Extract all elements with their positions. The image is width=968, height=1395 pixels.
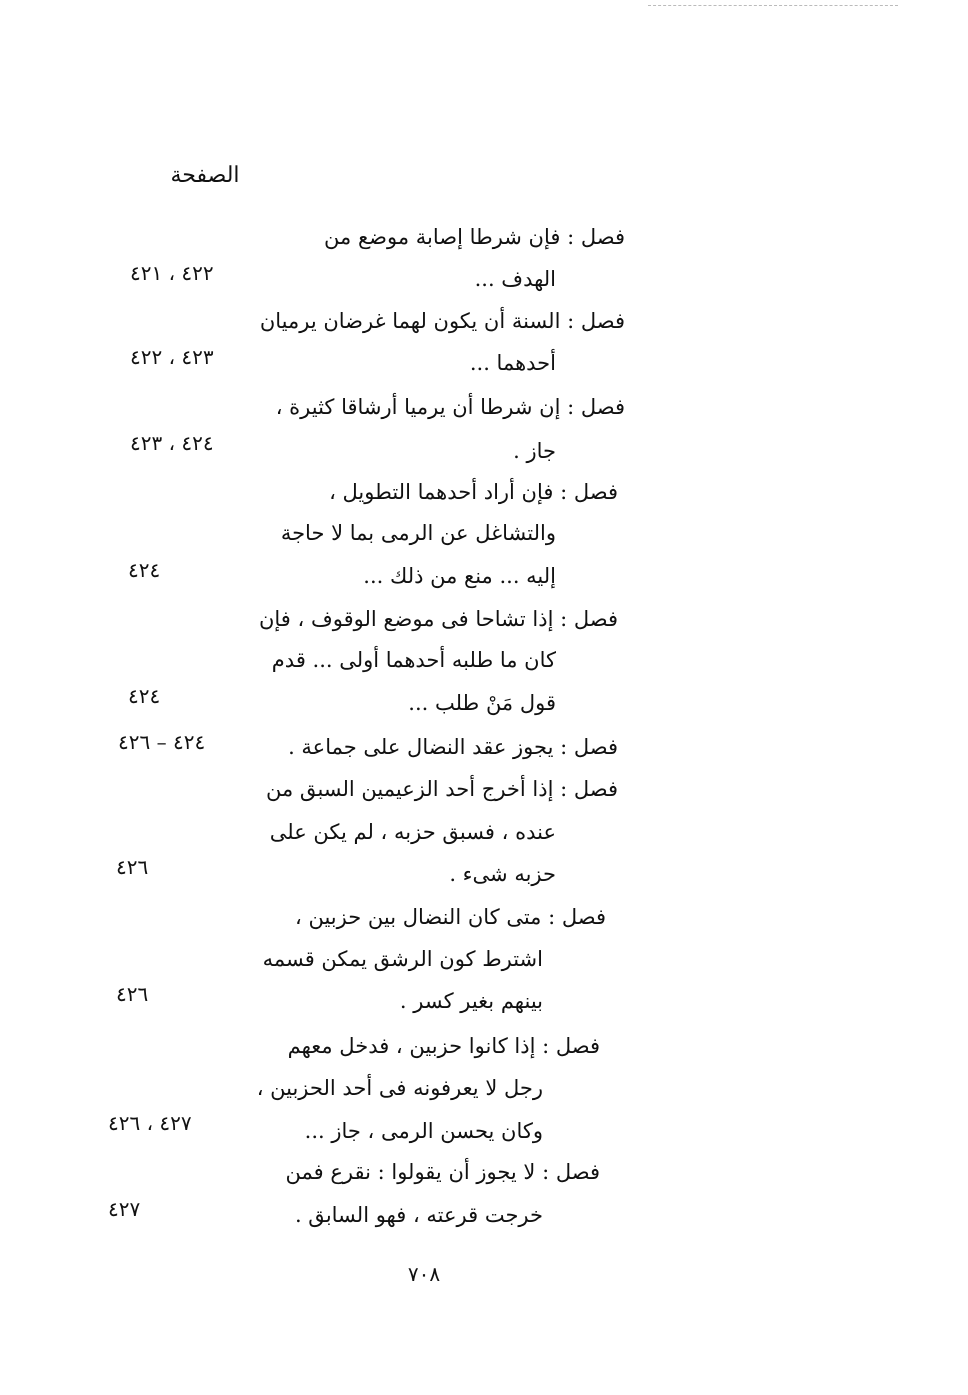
entry-title-line: فصل : متى كان النضال بين حزبين ، bbox=[295, 905, 606, 929]
entry-page-reference: ٤٢٣ ، ٤٢٢ bbox=[130, 345, 214, 369]
entry-title-line: فصل : فإن أراد أحدهما التطويل ، bbox=[329, 480, 618, 504]
entry-title-line: فصل : فإن شرطا إصابة موضع من bbox=[324, 225, 625, 249]
entry-page-reference: ٤٢٧ bbox=[108, 1197, 141, 1221]
entry-continuation-line: جاز . bbox=[513, 439, 556, 463]
entry-page-reference: ٤٢٤ – ٤٢٦ bbox=[118, 730, 206, 754]
entry-continuation-line: والتشاغل عن الرمى بما لا حاجة bbox=[280, 521, 556, 545]
entry-continuation-line: قول مَنْ طلب ... bbox=[408, 691, 556, 715]
entry-page-reference: ٤٢٧ ، ٤٢٦ bbox=[108, 1111, 192, 1135]
entry-continuation-line: عنده ، فسبق حزبه ، لم يكن على bbox=[269, 820, 556, 844]
entry-continuation-line: اشترط كون الرشق يمكن قسمه bbox=[262, 947, 543, 971]
entry-continuation-line: أحدهما ... bbox=[469, 351, 556, 375]
entry-continuation-line: خرجت قرعته ، فهو السابق . bbox=[294, 1203, 543, 1227]
entry-continuation-line: رجل لا يعرفونه فى أحد الحزبين ، bbox=[256, 1076, 543, 1100]
entry-title-line: فصل : إذا كانوا حزبين ، فدخل معهم bbox=[287, 1034, 600, 1058]
entry-title-line: فصل : إذا أخرج أحد الزعيمين السبق من bbox=[266, 777, 618, 801]
entry-continuation-line: إليه ... منع من ذلك ... bbox=[363, 564, 556, 588]
entry-continuation-line: حزبه شىء . bbox=[449, 862, 556, 886]
entry-page-reference: ٤٢٤ bbox=[128, 558, 161, 582]
entry-title-line: فصل : لا يجوز أن يقولوا : نقرع فمن bbox=[285, 1160, 600, 1184]
entry-title-line: فصل : إن شرطا أن يرميا أرشاقا كثيرة ، bbox=[275, 395, 625, 419]
entry-continuation-line: الهدف ... bbox=[474, 267, 556, 291]
entry-continuation-line: بينهم بغير كسر . bbox=[399, 989, 543, 1013]
entry-page-reference: ٤٢٤ ، ٤٢٣ bbox=[130, 431, 214, 455]
top-rule bbox=[648, 5, 898, 6]
entry-page-reference: ٤٢٢ ، ٤٢١ bbox=[130, 261, 214, 285]
entry-title-line: فصل : يجوز عقد النضال على جماعة . bbox=[288, 735, 618, 759]
entry-page-reference: ٤٢٤ bbox=[128, 684, 161, 708]
entry-title-line: فصل : إذا تشاحا فى موضع الوقوف ، فإن bbox=[258, 607, 618, 631]
entry-continuation-line: كان ما طلبه أحدهما أولى ... قدم bbox=[271, 648, 556, 672]
entry-title-line: فصل : السنة أن يكون لهما غرضان يرميان bbox=[259, 309, 625, 333]
entry-page-reference: ٤٢٦ bbox=[116, 855, 149, 879]
page-number: ٧٠٨ bbox=[407, 1262, 441, 1286]
entry-continuation-line: وكان يحسن الرمى ، جاز ... bbox=[304, 1119, 543, 1143]
entry-page-reference: ٤٢٦ bbox=[116, 982, 149, 1006]
page-column-header: الصفحة bbox=[170, 163, 240, 188]
